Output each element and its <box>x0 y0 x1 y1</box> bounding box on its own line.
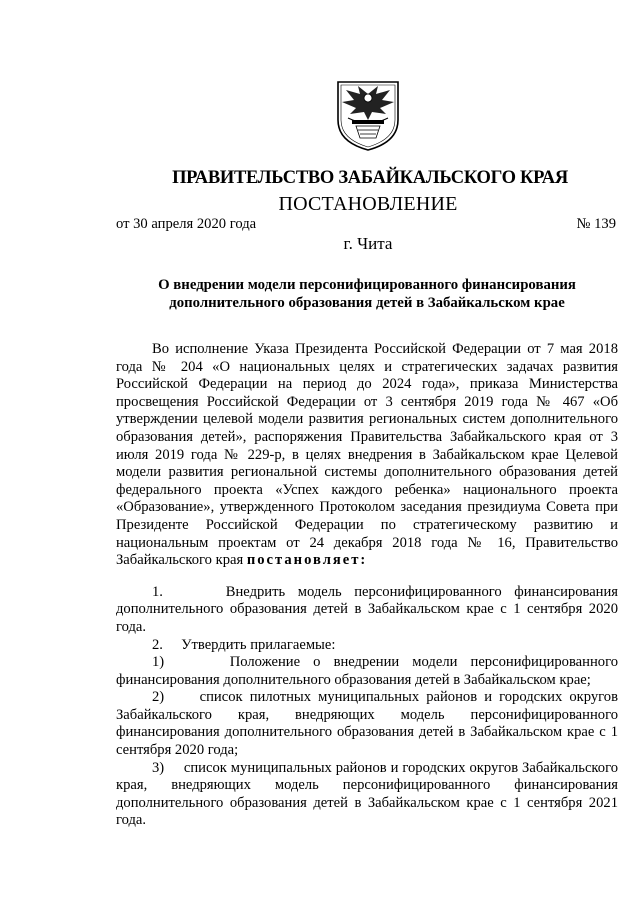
coat-of-arms-icon <box>330 80 406 152</box>
preamble-paragraph <box>116 341 618 570</box>
document-title <box>116 276 618 312</box>
document-type: ПОСТАНОВЛЕНИЕ <box>278 193 458 215</box>
title-line: О внедрении модели персонифицированного финансирования <box>158 277 576 293</box>
document-city: г. Чита <box>343 234 393 253</box>
list-item: 1) Положение о внедрении модели персонифицированного финансирования дополнительного образования детей в Забайкальском крае; <box>116 654 618 688</box>
decree-word: постановляет: <box>246 552 368 569</box>
document-number: № 139 <box>576 216 616 232</box>
preamble-text: Во исполнение Указа Президента Российской Федерации от 7 мая 2018 года № 204 «О национальных целях и стратегических задачах развития Российской Федерации на период до 2024 года», приказа Министерства просвещения Российской Федерации от 3 сентября 2019 года № 467 «Об утверждении целевой модели развития региональных систем дополнительного образования детей», распоряжения Правительства Забайкальского края от 3 июля 2019 года № 229-р, в целях внедрения в Забайкальском крае Целевой модели развития региональной системы дополнительного образования детей федерального проекта «Успех каждого ребенка» национального проекта «Образование», утвержденного Протоколом заседания президиума Совета при Президенте Российской Федерации по стратегическому развитию и национальным проектам от 24 декабря 2018 года № 16, Правительство Забайкальского края <box>116 341 618 569</box>
list-item: 1. Внедрить модель персонифицированного финансирования дополнительного образования детей в Забайкальском крае с 1 сентября 2020 года. <box>116 583 618 635</box>
title-line: дополнительного образования детей в Забайкальском крае <box>169 295 565 311</box>
document-date: от 30 апреля 2020 года <box>116 216 257 232</box>
document-body <box>116 341 618 830</box>
organization-name: ПРАВИТЕЛЬСТВО ЗАБАЙКАЛЬСКОГО КРАЯ <box>172 168 568 188</box>
list-item: 3) список муниципальных районов и городских округов Забайкальского края, внедряющих модель персонифицированного финансирования дополнительного образования детей в Забайкальском крае с 1 сентября 2021 года. <box>116 759 618 829</box>
list-item: 2. Утвердить прилагаемые: <box>152 636 336 653</box>
list-item: 2) список пилотных муниципальных районов и городских округов Забайкальского края, внедряющих модель персонифицированного финансирования дополнительного образования детей в Забайкальском крае с 1 сентября 2020 года; <box>116 689 618 759</box>
